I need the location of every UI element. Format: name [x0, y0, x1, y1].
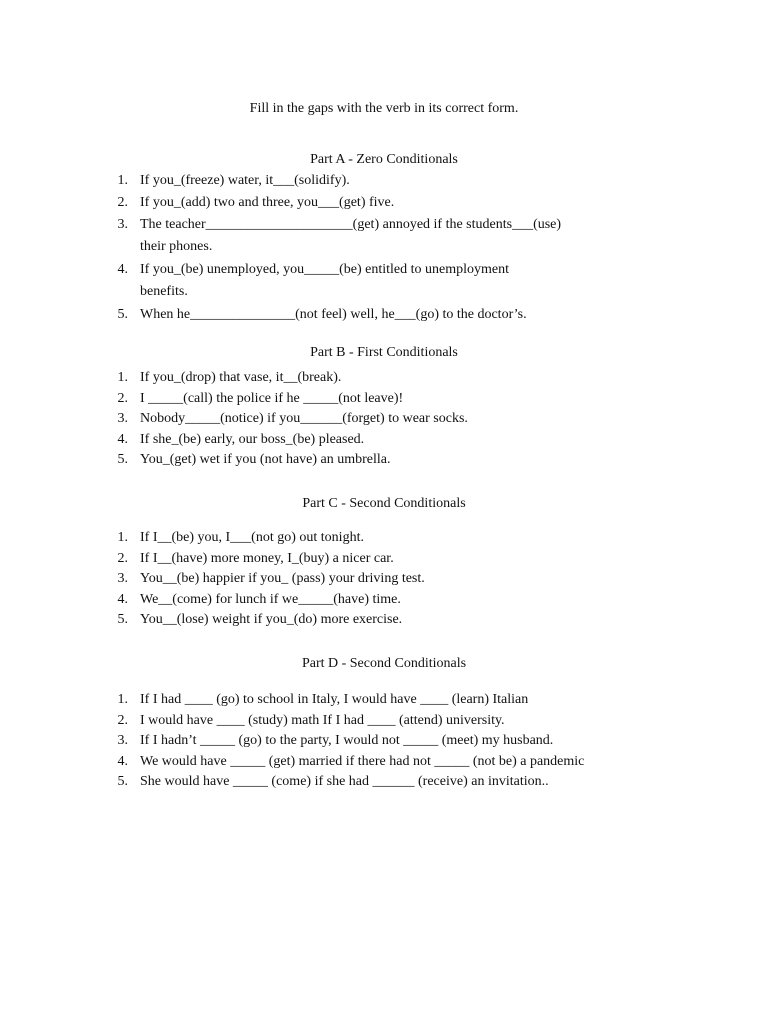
item-number: 5.	[117, 307, 128, 322]
list-item	[112, 611, 672, 632]
item-text: If you_(freeze) water, it___(solidify).	[140, 173, 350, 188]
item-text-continued: their phones.	[140, 239, 213, 254]
item-number: 1.	[117, 530, 128, 545]
item-number: 3.	[117, 733, 128, 748]
list-item	[112, 691, 672, 712]
item-number: 1.	[117, 692, 128, 707]
list-item	[112, 591, 672, 612]
item-text: You_(get) wet if you (not have) an umbrella.	[140, 452, 391, 467]
item-text: If I__(have) more money, I_(buy) a nicer car.	[140, 550, 394, 566]
item-number: 3.	[117, 571, 128, 586]
list-item	[112, 529, 672, 550]
item-text: We__(come) for lunch if we_____(have) time.	[140, 591, 401, 607]
part-a-heading: Part A - Zero Conditionals	[310, 152, 458, 167]
part-d-list	[112, 691, 672, 794]
list-item	[112, 390, 672, 411]
item-text: The teacher_____________________(get) annoyed if the students___(use)	[140, 217, 562, 232]
item-number: 5.	[117, 452, 128, 467]
item-text: I would have ____ (study) math If I had ____ (attend) university.	[140, 712, 505, 728]
part-c-heading: Part C - Second Conditionals	[302, 496, 466, 511]
item-number: 2.	[117, 712, 128, 728]
list-item	[112, 410, 672, 431]
list-item	[112, 712, 672, 733]
item-text: If I had ____ (go) to school in Italy, I would have ____ (learn) Italian	[140, 692, 529, 707]
item-number: 3.	[117, 411, 128, 426]
list-item	[112, 451, 672, 472]
item-text: If I hadn’t _____ (go) to the party, I would not _____ (meet) my husband.	[140, 733, 554, 748]
list-item	[112, 216, 672, 261]
item-number: 1.	[117, 370, 128, 385]
item-text: If you_(be) unemployed, you_____(be) entitled to unemployment	[140, 262, 509, 277]
item-text: She would have _____ (come) if she had ______ (receive) an invitation..	[140, 774, 549, 789]
list-item	[112, 369, 672, 390]
item-number: 3.	[117, 217, 128, 232]
item-number: 2.	[117, 195, 128, 210]
list-item	[112, 753, 672, 774]
item-number: 5.	[117, 612, 128, 627]
list-item	[112, 172, 672, 194]
item-text: You__(lose) weight if you_(do) more exercise.	[140, 612, 403, 627]
part-d-heading: Part D - Second Conditionals	[301, 656, 467, 671]
item-text: If I__(be) you, I___(not go) out tonight.	[140, 530, 364, 545]
item-number: 4.	[117, 262, 128, 277]
item-text-continued: benefits.	[140, 284, 188, 299]
list-item	[112, 431, 672, 452]
list-item	[112, 773, 672, 794]
part-a-list	[112, 172, 672, 328]
item-number: 1.	[117, 173, 128, 188]
list-item	[112, 194, 672, 216]
instruction-text: Fill in the gaps with the verb in its correct form.	[249, 101, 519, 116]
item-text: If you_(add) two and three, you___(get) five.	[140, 195, 395, 210]
item-number: 2.	[117, 390, 128, 406]
item-number: 4.	[117, 431, 128, 447]
item-number: 4.	[117, 591, 128, 607]
part-b-heading: Part B - First Conditionals	[310, 345, 458, 360]
item-text: You__(be) happier if you_ (pass) your driving test.	[140, 571, 425, 586]
item-text: I _____(call) the police if he _____(not leave)!	[140, 390, 404, 406]
list-item	[112, 570, 672, 591]
list-item	[112, 261, 672, 306]
part-b-list	[112, 369, 672, 472]
item-number: 5.	[117, 774, 128, 789]
list-item	[112, 732, 672, 753]
item-text: We would have _____ (get) married if there had not _____ (not be) a pandemic	[140, 753, 585, 769]
item-text: Nobody_____(notice) if you______(forget) to wear socks.	[140, 411, 468, 426]
item-number: 2.	[117, 550, 128, 566]
item-text: When he_______________(not feel) well, he___(go) to the doctor’s.	[140, 307, 527, 322]
part-c-list	[112, 529, 672, 632]
item-text: If she_(be) early, our boss_(be) pleased.	[140, 431, 365, 447]
item-number: 4.	[117, 753, 128, 769]
list-item	[112, 550, 672, 571]
item-text: If you_(drop) that vase, it__(break).	[140, 370, 342, 385]
list-item	[112, 306, 672, 328]
